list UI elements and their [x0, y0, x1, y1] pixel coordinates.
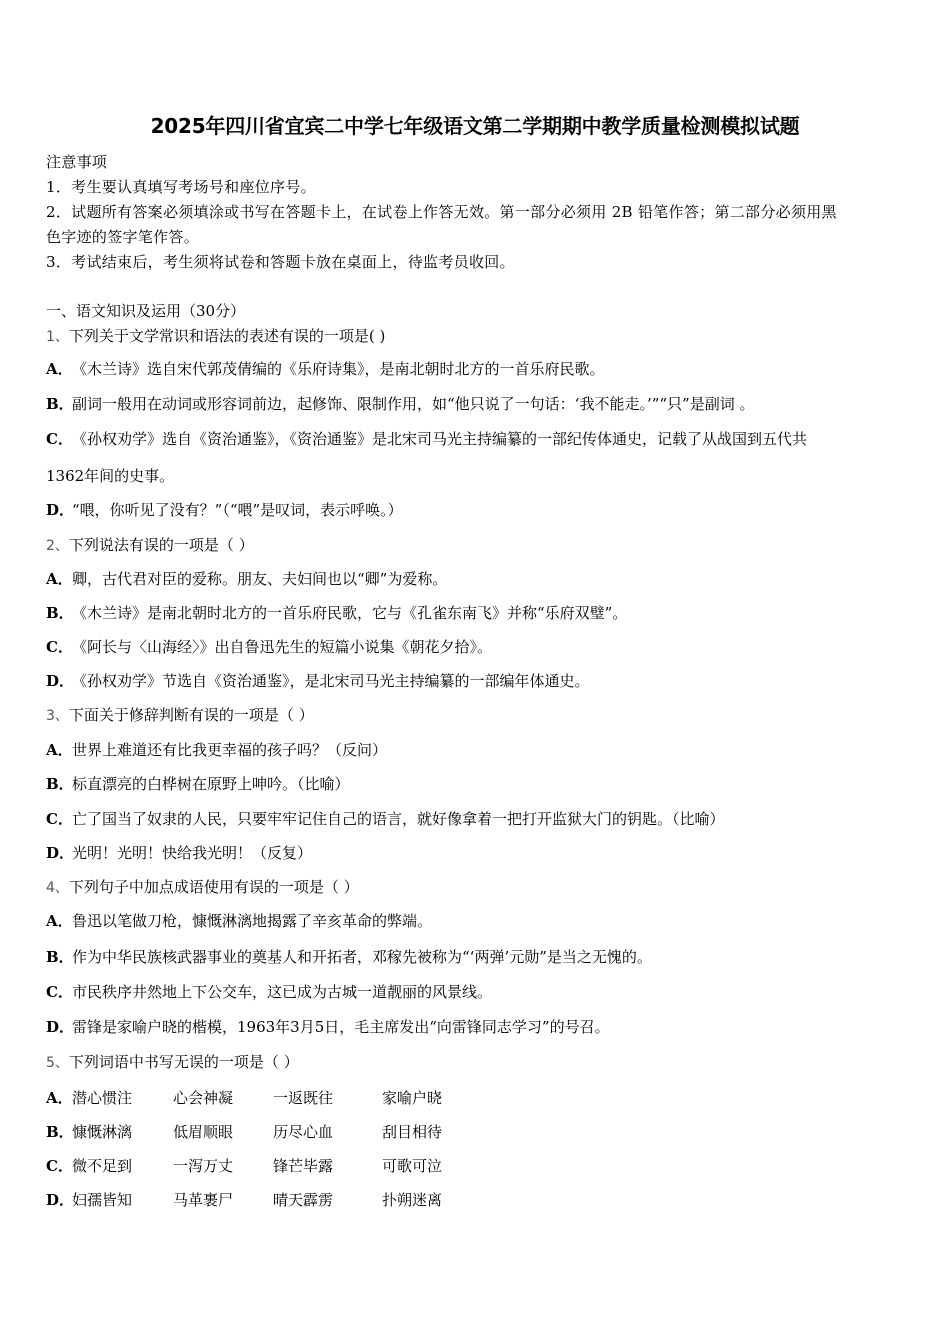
option-letter: A． — [46, 912, 73, 930]
word-group — [72, 1121, 572, 1143]
notice-item-continued: 色字迹的签字笔作答。 — [46, 228, 200, 246]
question-2-option-a — [46, 568, 447, 590]
word-item: 微不足到 — [72, 1157, 133, 1175]
question-number: 4、 — [46, 880, 69, 896]
question-text: 下列词语中书写无误的一项是（ ） — [68, 1053, 299, 1071]
question-3-stem — [46, 704, 314, 727]
option-letter: B． — [46, 604, 74, 622]
word-item: 慷慨淋漓 — [72, 1123, 133, 1141]
option-letter: C． — [46, 638, 73, 656]
question-5-option-d — [46, 1189, 572, 1211]
option-letter: C． — [46, 1157, 73, 1175]
word-item: 扑朔迷离 — [382, 1191, 443, 1209]
option-text: 标直漂亮的白桦树在原野上呻吟。（比喻） — [72, 775, 350, 793]
word-item: 一泻万丈 — [173, 1157, 234, 1175]
document-title: 2025年四川省宜宾二中学七年级语文第二学期期中教学质量检测模拟试题 — [150, 114, 800, 138]
option-letter: A． — [46, 1089, 73, 1107]
question-1-stem — [46, 325, 385, 348]
question-text: 下列关于文学常识和语法的表述有误的一项是( ) — [68, 327, 386, 345]
question-4-option-a — [46, 910, 432, 932]
question-5-option-c — [46, 1155, 572, 1177]
question-1-option-c-continued — [46, 465, 174, 487]
option-letter: B． — [46, 948, 74, 966]
question-4-option-b — [46, 946, 652, 968]
option-text: 作为中华民族核武器事业的奠基人和开拓者，邓稼先被称为“‘两弹’元勋”是当之无愧的。 — [72, 948, 652, 966]
notice-heading: 注意事项 — [46, 153, 108, 171]
option-text: 1362年间的史事。 — [46, 467, 175, 485]
word-item: 历尽心血 — [273, 1123, 334, 1141]
option-letter: D． — [46, 1018, 75, 1036]
notice-item: 1．考生要认真填写考场号和座位序号。 — [46, 178, 316, 196]
question-1-option-a — [46, 358, 605, 380]
option-text: 市民秩序井然地上下公交车，这已成为古城一道靓丽的风景线。 — [72, 983, 493, 1001]
option-text: 《孙权劝学》选自《资治通鉴》，《资治通鉴》是北宋司马光主持编纂的一部纪传体通史，记载了从战国到五代共 — [72, 430, 808, 448]
option-text: 鲁迅以笔做刀枪，慷慨淋漓地揭露了辛亥革命的弊端。 — [72, 912, 433, 930]
option-text: 亡了国当了奴隶的人民，只要牢牢记住自己的语言，就好像拿着一把打开监狱大门的钥匙。（比喻） — [72, 810, 725, 828]
question-2-option-b — [46, 602, 627, 624]
question-4-option-c — [46, 981, 492, 1003]
option-letter: C． — [46, 983, 73, 1001]
question-2-stem — [46, 534, 254, 557]
question-number: 2、 — [46, 538, 69, 554]
question-3-option-d — [46, 842, 312, 864]
question-3-option-a — [46, 739, 387, 761]
option-letter: A． — [46, 360, 73, 378]
option-text: 《木兰诗》是南北朝时北方的一首乐府民歌，它与《孔雀东南飞》并称“乐府双璧”。 — [72, 604, 628, 622]
option-letter: D． — [46, 844, 75, 862]
question-1-option-b — [46, 393, 754, 415]
option-letter: B． — [46, 395, 74, 413]
option-letter: D． — [46, 672, 75, 690]
question-2-option-d — [46, 670, 590, 692]
word-group — [72, 1155, 572, 1177]
option-letter: C． — [46, 430, 73, 448]
question-5-option-b — [46, 1121, 572, 1143]
option-text: 《孙权劝学》节选自《资治通鉴》，是北宋司马光主持编纂的一部编年体通史。 — [72, 672, 590, 690]
option-text: 雷锋是家喻户晓的楷模，1963年3月5日，毛主席发出“向雷锋同志学习”的号召。 — [72, 1018, 610, 1036]
question-text: 下面关于修辞判断有误的一项是（ ） — [68, 706, 314, 724]
question-5-stem — [46, 1051, 299, 1074]
question-5-option-a — [46, 1087, 572, 1109]
option-letter: D． — [46, 501, 75, 519]
question-3-option-c — [46, 808, 725, 830]
word-item: 妇孺皆知 — [72, 1191, 133, 1209]
option-text: 光明！光明！快给我光明！（反复） — [72, 844, 313, 862]
word-group — [72, 1087, 572, 1109]
notice-item: 3．考试结束后，考生须将试卷和答题卡放在桌面上，待监考员收回。 — [46, 253, 515, 271]
question-2-option-c — [46, 636, 492, 658]
question-text: 下列说法有误的一项是（ ） — [68, 536, 254, 554]
question-4-option-d — [46, 1016, 610, 1038]
option-text: 《木兰诗》选自宋代郭茂倩编的《乐府诗集》，是南北朝时北方的一首乐府民歌。 — [72, 360, 605, 378]
word-item: 低眉顺眼 — [173, 1123, 234, 1141]
question-3-option-b — [46, 773, 350, 795]
word-item: 潜心惯注 — [72, 1089, 133, 1107]
word-item: 晴天霹雳 — [273, 1191, 334, 1209]
option-text: “喂，你听见了没有？”（“喂”是叹词，表示呼唤。） — [72, 501, 403, 519]
question-1-option-d — [46, 499, 403, 521]
option-letter: A． — [46, 570, 73, 588]
question-number: 5、 — [46, 1055, 69, 1071]
option-text: 副词一般用在动词或形容词前边，起修饰、限制作用，如“他只说了一句话：‘我不能走。’”“只”是副词 。 — [72, 395, 755, 413]
option-letter: B． — [46, 1123, 74, 1141]
notice-item: 2．试题所有答案必须填涂或书写在答题卡上，在试卷上作答无效。第一部分必须用 2B 铅笔作答；第二部分必须用黑 — [46, 203, 837, 221]
word-item: 刮目相待 — [382, 1123, 443, 1141]
word-item: 心会神凝 — [173, 1089, 234, 1107]
option-text: 《阿长与〈山海经〉》出自鲁迅先生的短篇小说集《朝花夕拾》。 — [72, 638, 493, 656]
option-letter: A． — [46, 741, 73, 759]
option-letter: D． — [46, 1191, 75, 1209]
question-number: 1、 — [46, 329, 69, 345]
word-item: 锋芒毕露 — [273, 1157, 334, 1175]
option-letter: B． — [46, 775, 74, 793]
option-letter: C． — [46, 810, 73, 828]
section-heading: 一、语文知识及运用（30分） — [46, 302, 246, 320]
word-item: 可歌可泣 — [382, 1157, 443, 1175]
question-number: 3、 — [46, 708, 69, 724]
word-item: 马革裹尸 — [173, 1191, 234, 1209]
question-1-option-c — [46, 428, 807, 450]
word-item: 家喻户晓 — [382, 1089, 443, 1107]
question-4-stem — [46, 876, 359, 899]
option-text: 卿，古代君对臣的爱称。朋友、夫妇间也以“卿”为爱称。 — [72, 570, 448, 588]
option-text: 世界上难道还有比我更幸福的孩子吗？（反问） — [72, 741, 388, 759]
word-group — [72, 1189, 572, 1211]
word-item: 一返既往 — [273, 1089, 334, 1107]
question-text: 下列句子中加点成语使用有误的一项是（ ） — [68, 878, 359, 896]
